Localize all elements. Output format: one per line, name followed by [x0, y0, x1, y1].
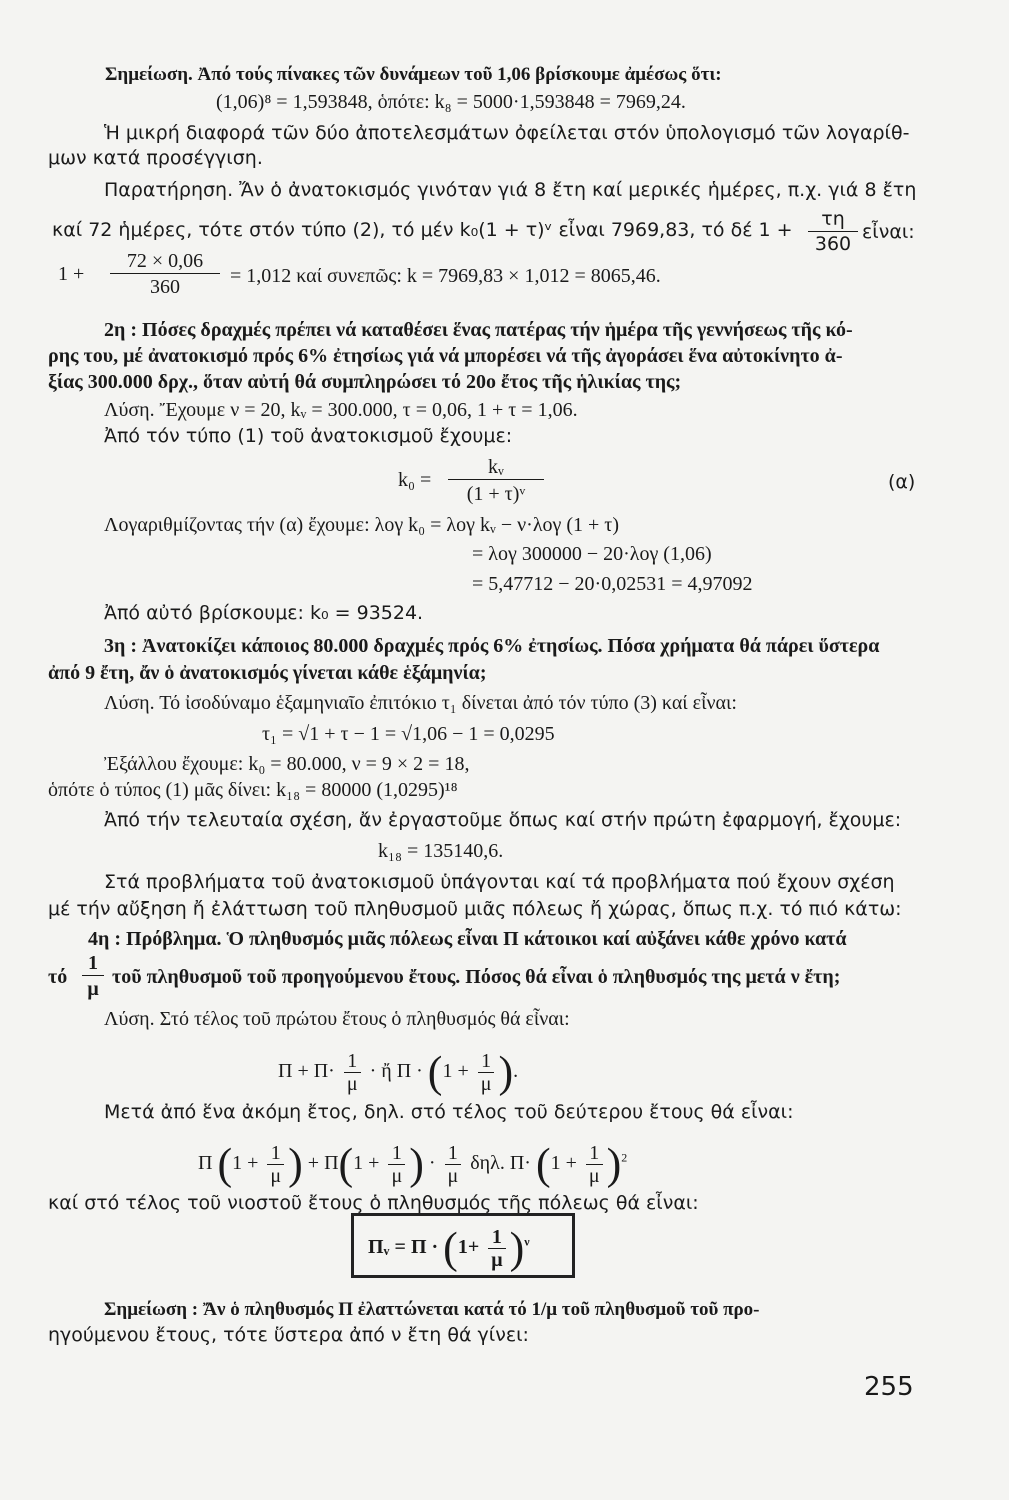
fraction-1-over-mu: $\frac{1}{\mu}$: [478, 1050, 495, 1095]
fraction-1-over-mu: $\frac{1}{\mu}$: [445, 1142, 462, 1187]
problem-2-line: ξίας 300.000 δρχ., ὅταν αὐτή θά συμπληρώσει τό 20ο ἔτος τῆς ἡλικίας της;: [48, 371, 682, 393]
fraction-denominator: μ: [87, 978, 99, 1000]
fraction-denominator: 360: [814, 233, 852, 255]
fraction-1-over-mu: $\frac{1}{\mu}$: [586, 1142, 603, 1187]
fraction-numerator: kᵥ: [448, 455, 544, 480]
fraction-numerator: 72 × 0,06: [110, 249, 220, 274]
equation-line: = 5,47712 − 20·0,02531 = 4,97092: [472, 573, 753, 595]
remark-line: καί 72 ἡμέρες, τότε στόν τύπο (2), τό μέν k₀(1 + τ)ᵛ εἶναι 7969,83, τό δέ 1 +: [52, 219, 793, 241]
problem-4-line: 4η : Πρόβλημα. Ὁ πληθυσμός μιᾶς πόλεως εἶναι Π κάτοικοι καί αὐξάνει κάθε χρόνο κατά: [88, 928, 847, 950]
problem-3-line: ἀπό 9 ἔτη, ἄν ὁ ἀνατοκισμός γίνεται κάθε ἑξάμηνία;: [48, 662, 487, 684]
remark-line: Παρατήρηση. Ἄν ὁ ἀνατοκισμός γινόταν γιά 8 ἔτη καί μερικές ἡμέρες, π.χ. γιά 8 ἔτη: [104, 179, 917, 201]
equation-line: Ἐξάλλου ἔχουμε: k₀ = 80.000, ν = 9 × 2 = 18,: [104, 753, 470, 775]
fraction-numerator: τη: [808, 207, 858, 232]
text-line: Μετά ἀπό ἕνα ἀκόμη ἔτος, δηλ. στό τέλος τοῦ δεύτερου ἔτους θά εἶναι:: [104, 1101, 794, 1123]
text-line: Ἡ μικρή διαφορά τῶν δύο ἀποτελεσμάτων ὀφείλεται στόν ὑπολογισμό τῶν λογαρίθ-: [104, 122, 910, 144]
text-line: Ἀπό τόν τύπο (1) τοῦ ἀνατοκισμοῦ ἔχουμε:: [104, 425, 513, 447]
text-line: καί στό τέλος τοῦ νιοστοῦ ἔτους ὁ πληθυσμός τῆς πόλεως θά εἶναι:: [48, 1192, 699, 1214]
text-line: μέ τήν αὔξηση ἤ ἐλάττωση τοῦ πληθυσμοῦ μιᾶς πόλεως ἤ χώρας, ὅπως π.χ. τό πιό κάτω:: [48, 898, 902, 920]
problem-3-line: 3η : Ἀνατοκίζει κάποιος 80.000 δραχμές πρός 6% ἐτησίως. Πόσα χρήματα θά πάρει ὕστερα: [104, 635, 880, 657]
equation-line: = 1,012 καί συνεπῶς: k = 7969,83 × 1,012 = 8065,46.: [230, 265, 661, 287]
equation-line: Λογαριθμίζοντας τήν (α) ἔχουμε: λογ k₀ = λογ kᵥ − ν·λογ (1 + τ): [104, 514, 619, 536]
equation-lhs: k₀ =: [398, 469, 432, 491]
fraction-1-over-mu: $\frac{1}{\mu}$: [388, 1142, 405, 1187]
problem-4-line: τοῦ πληθυσμοῦ τοῦ προηγούμενου ἔτους. Πόσος θά εἶναι ὁ πληθυσμός της μετά ν ἔτη;: [112, 966, 841, 988]
equation-line: k₁₈ = 135140,6.: [378, 840, 504, 862]
fraction-1-over-mu: $\frac{1}{\mu}$: [488, 1226, 505, 1271]
text-line: μων κατά προσέγγιση.: [48, 147, 263, 169]
equation-line: τ₁ = √1 + τ − 1 = √1,06 − 1 = 0,0295: [262, 723, 555, 745]
equation-line: Ἀπό αὐτό βρίσκουμε: k₀ = 93524.: [104, 602, 424, 624]
text-line: εἶναι:: [862, 221, 915, 243]
fraction-1-over-mu: $\frac{1}{\mu}$: [344, 1050, 361, 1095]
fraction-numerator: 1: [82, 951, 104, 976]
page-number: 255: [864, 1372, 914, 1402]
problem-4-line: τό: [48, 966, 68, 988]
solution-line: Λύση. Τό ἰσοδύναμο ἑξαμηνιαῖο ἐπιτόκιο τ₁ δίνεται ἀπό τόν τύπο (3) καί εἶναι:: [104, 692, 737, 714]
equation-label: (α): [888, 471, 916, 493]
formula-year2: Π (1 + $\frac{1}{\mu}$ ) + Π(1 + $\frac{1}{\mu}$ ) · $\frac{1}{\mu}$ δηλ. Π· (1 + $\frac{1}{\mu}$ )$^2$: [198, 1139, 628, 1189]
text-line: ηγούμενου ἔτους, τότε ὕστερα ἀπό ν ἔτη θά γίνει:: [48, 1324, 529, 1346]
fraction-1-over-mu: $\frac{1}{\mu}$: [267, 1142, 284, 1187]
plus-sign: 1 +: [58, 263, 85, 285]
equation-line: = λογ 300000 − 20·λογ (1,06): [472, 543, 712, 565]
problem-2-line: ρης του, μέ ἀνατοκισμό πρός 6% ἐτησίως γιά νά μπορέσει νά τῆς ἀγοράσει ἕνα αὐτοκίνητο ἀ-: [48, 345, 843, 367]
fraction-denominator: (1 + τ)ᵛ: [466, 483, 526, 505]
solution-line: Λύση. Ἔχουμε ν = 20, kᵥ = 300.000, τ = 0,06, 1 + τ = 1,06.: [104, 399, 578, 421]
final-formula: Πᵥ = Π · (1+ $\frac{1}{\mu}$ )$^\nu$: [368, 1223, 530, 1273]
equation-line: ὁπότε ὁ τύπος (1) μᾶς δίνει: k₁₈ = 80000 (1,0295)¹⁸: [48, 779, 458, 801]
note-2: Σημείωση : Ἄν ὁ πληθυσμός Π ἐλαττώνεται κατά τό 1/μ τοῦ πληθυσμοῦ τοῦ προ-: [104, 1299, 760, 1320]
text-line: Ἀπό τήν τελευταία σχέση, ἄν ἐργαστοῦμε ὅπως καί στήν πρώτη ἐφαρμογή, ἔχουμε:: [104, 809, 902, 831]
problem-2-line: 2η : Πόσες δραχμές πρέπει νά καταθέσει ἕνας πατέρας τήν ἡμέρα τῆς γεννήσεως τῆς κό-: [104, 319, 853, 341]
formula-year1: Π + Π· $\frac{1}{\mu}$ · ἤ Π · (1 + $\frac{1}{\mu}$ ).: [278, 1047, 519, 1097]
fraction-denominator: 360: [150, 276, 180, 298]
note-1: Σημείωση. Ἀπό τούς πίνακες τῶν δυνάμεων τοῦ 1,06 βρίσκουμε ἀμέσως ὅτι:: [105, 64, 722, 85]
text-line: Στά προβλήματα τοῦ ἀνατοκισμοῦ ὑπάγονται καί τά προβλήματα πού ἔχουν σχέση: [104, 871, 895, 893]
equation-line: (1,06)⁸ = 1,593848, ὁπότε: k₈ = 5000·1,593848 = 7969,24.: [216, 91, 686, 113]
solution-line: Λύση. Στό τέλος τοῦ πρώτου ἔτους ὁ πληθυσμός θά εἶναι:: [104, 1008, 570, 1030]
